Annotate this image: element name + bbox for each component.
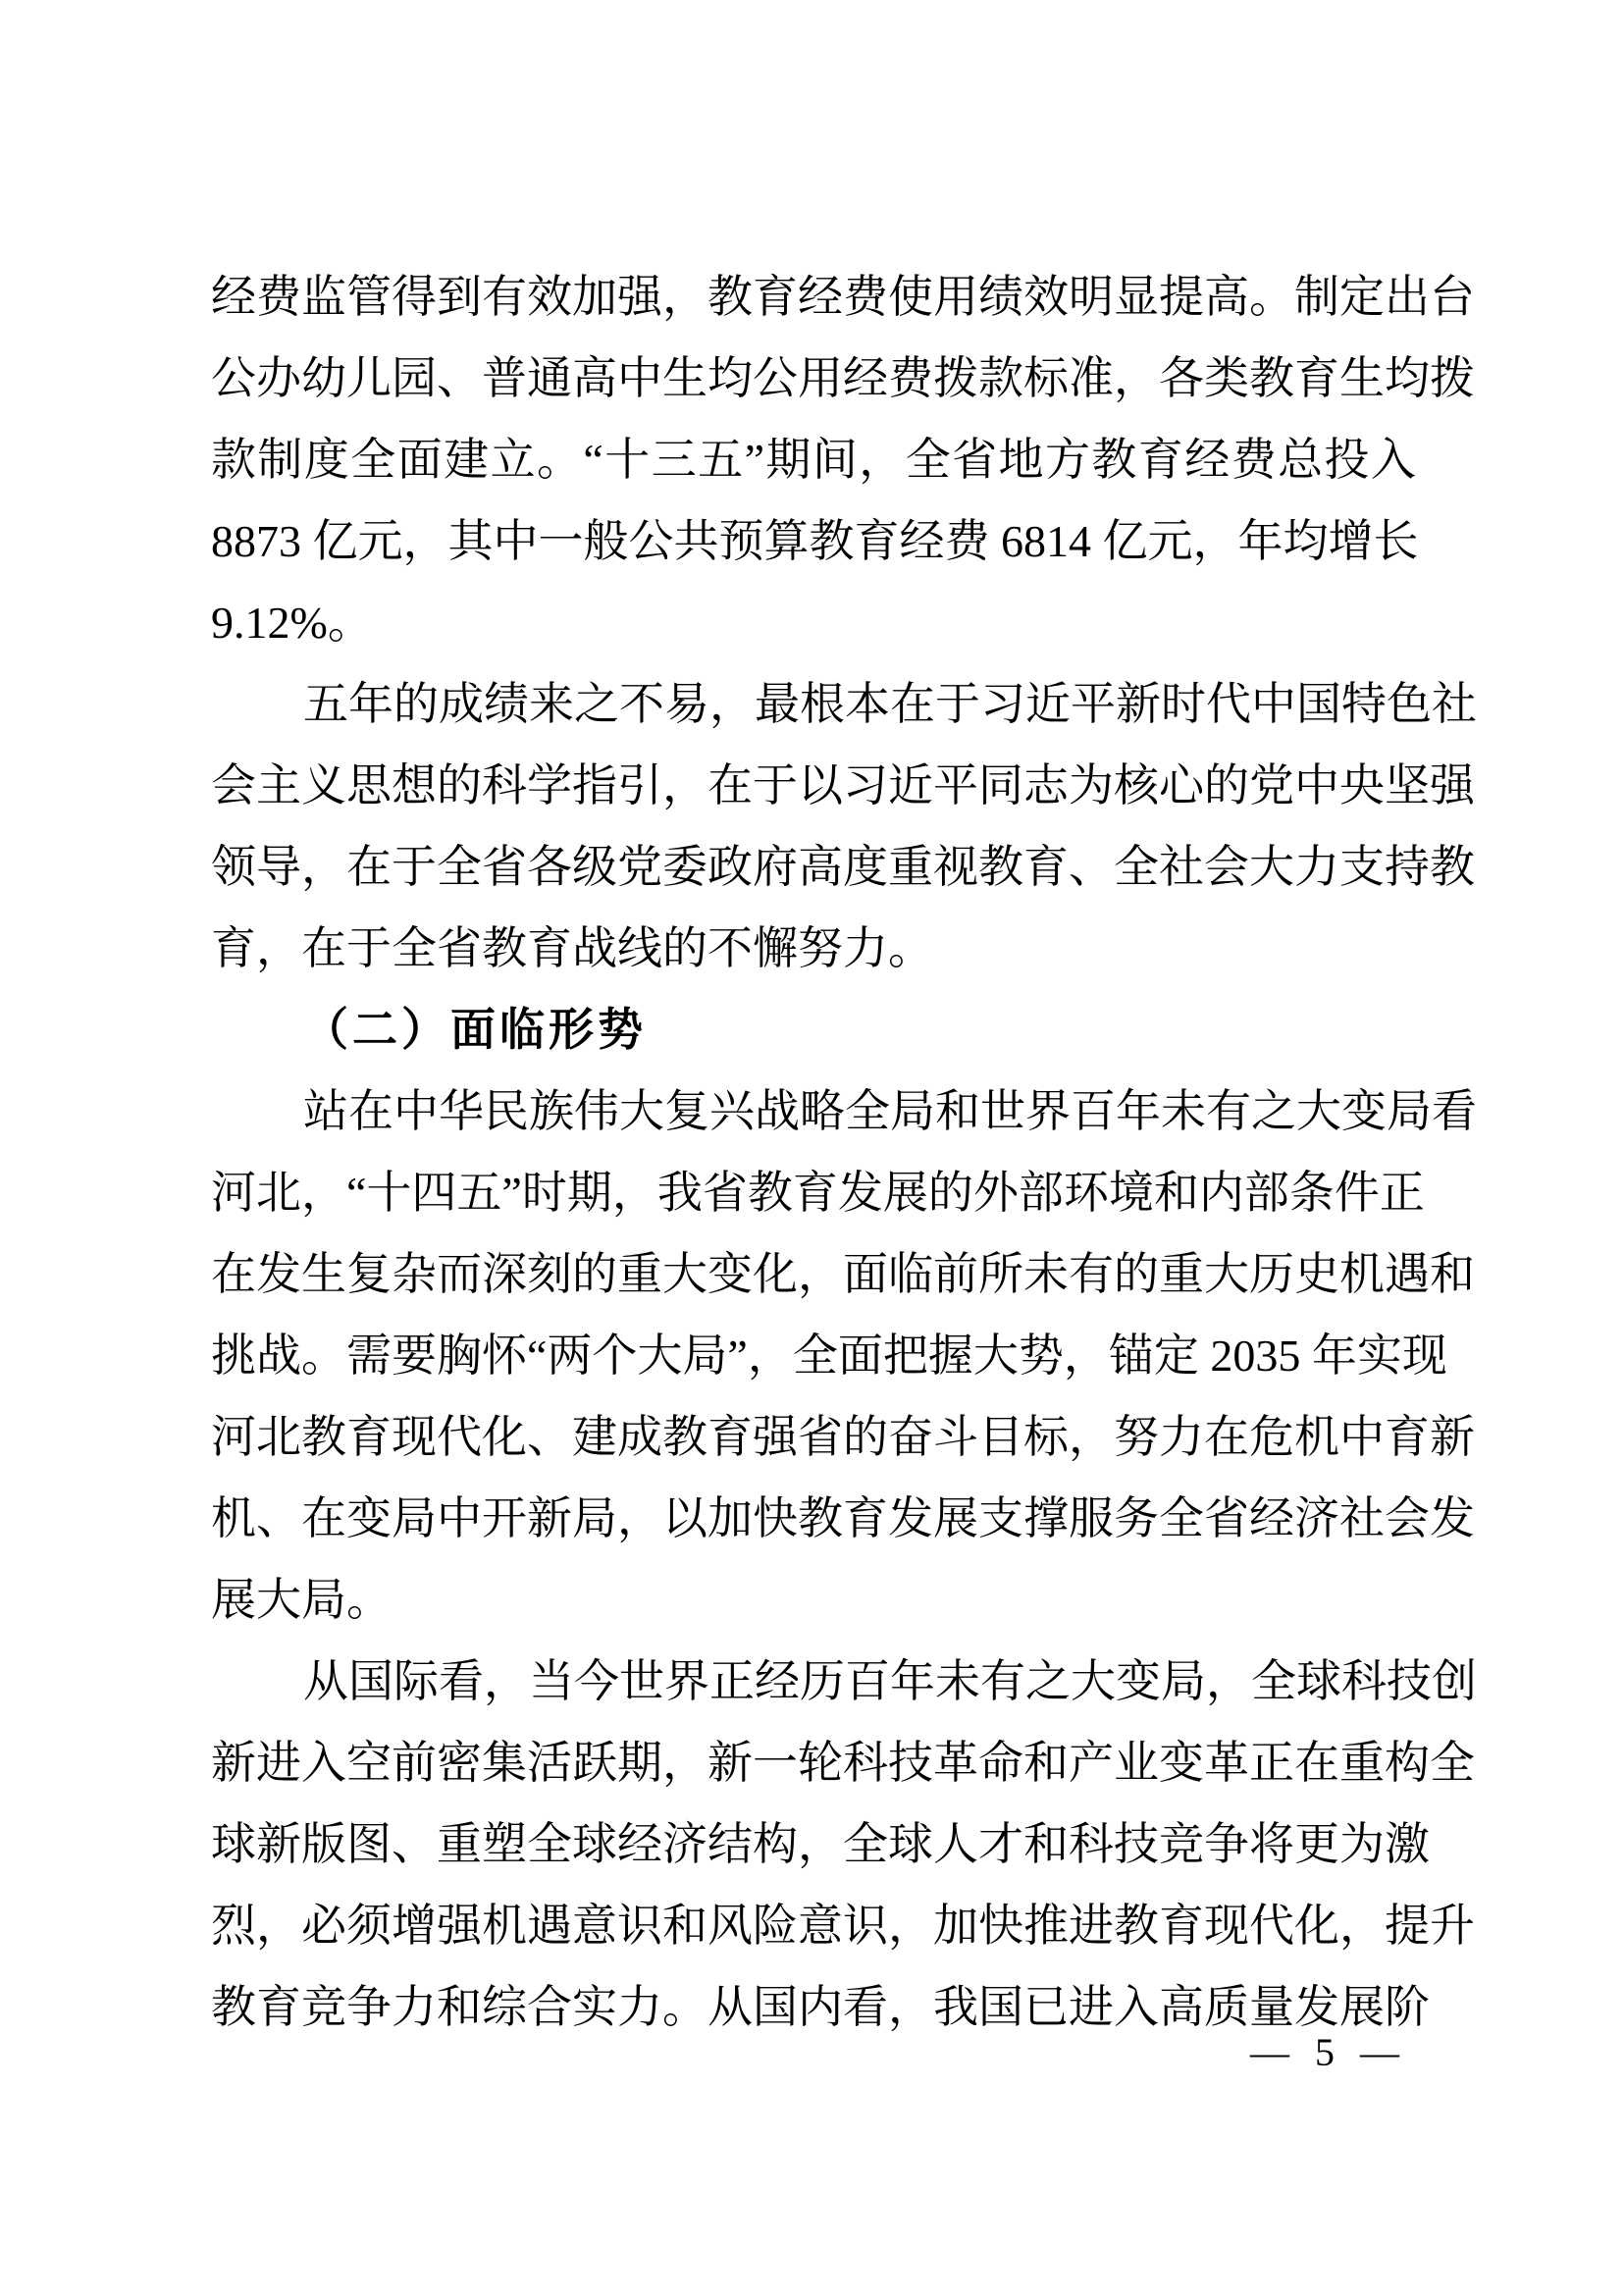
text-line: 河北教育现代化、建成教育强省的奋斗目标，努力在危机中育新 xyxy=(211,1412,1475,1462)
text-line: 球新版图、重塑全球经济结构，全球人才和科技竞争将更为激 xyxy=(211,1819,1430,1869)
text-line: 机、在变局中开新局，以加快教育发展支撑服务全省经济社会发 xyxy=(211,1493,1475,1543)
text-line: 教育竞争力和综合实力。从国内看，我国已进入高质量发展阶 xyxy=(211,1982,1430,2032)
text-line: 展大局。 xyxy=(211,1575,392,1625)
text-line: 河北，“十四五”时期，我省教育发展的外部环境和内部条件正 xyxy=(211,1168,1425,1218)
text-line: 育，在于全省教育战线的不懈努力。 xyxy=(211,923,933,973)
text-line: 在发生复杂而深刻的重大变化，面临前所未有的重大历史机遇和 xyxy=(211,1249,1475,1299)
text-line: 领导，在于全省各级党委政府高度重视教育、全社会大力支持教 xyxy=(211,842,1475,892)
text-line: 8873 亿元，其中一般公共预算教育经费 6814 亿元，年均增长 xyxy=(211,516,1419,566)
text-line: 五年的成绩来之不易，最根本在于习近平新时代中国特色社 xyxy=(303,679,1477,729)
text-line: 从国际看，当今世界正经历百年未有之大变局，全球科技创 xyxy=(303,1656,1477,1706)
document-body xyxy=(211,256,1477,2048)
text-line: 烈，必须增强机遇意识和风险意识，加快推进教育现代化，提升 xyxy=(211,1901,1475,1951)
text-line: 站在中华民族伟大复兴战略全局和世界百年未有之大变局看 xyxy=(303,1086,1477,1136)
text-line: 9.12%。 xyxy=(211,598,373,648)
section-heading: （二）面临形势 xyxy=(303,1005,647,1055)
text-line: 经费监管得到有效加强，教育经费使用绩效明显提高。制定出台 xyxy=(211,272,1475,322)
text-line: 挑战。需要胸怀“两个大局”，全面把握大势，锚定 2035 年实现 xyxy=(211,1331,1447,1381)
text-line: 会主义思想的科学指引，在于以习近平同志为核心的党中央坚强 xyxy=(211,760,1475,810)
text-line: 公办幼儿园、普通高中生均公用经费拨款标准，各类教育生均拨 xyxy=(211,353,1475,403)
text-line: 新进入空前密集活跃期，新一轮科技革命和产业变革正在重构全 xyxy=(211,1738,1475,1788)
text-line: 款制度全面建立。“十三五”期间，全省地方教育经费总投入 xyxy=(211,435,1416,485)
page-number: — 5 — xyxy=(1250,2030,1399,2074)
